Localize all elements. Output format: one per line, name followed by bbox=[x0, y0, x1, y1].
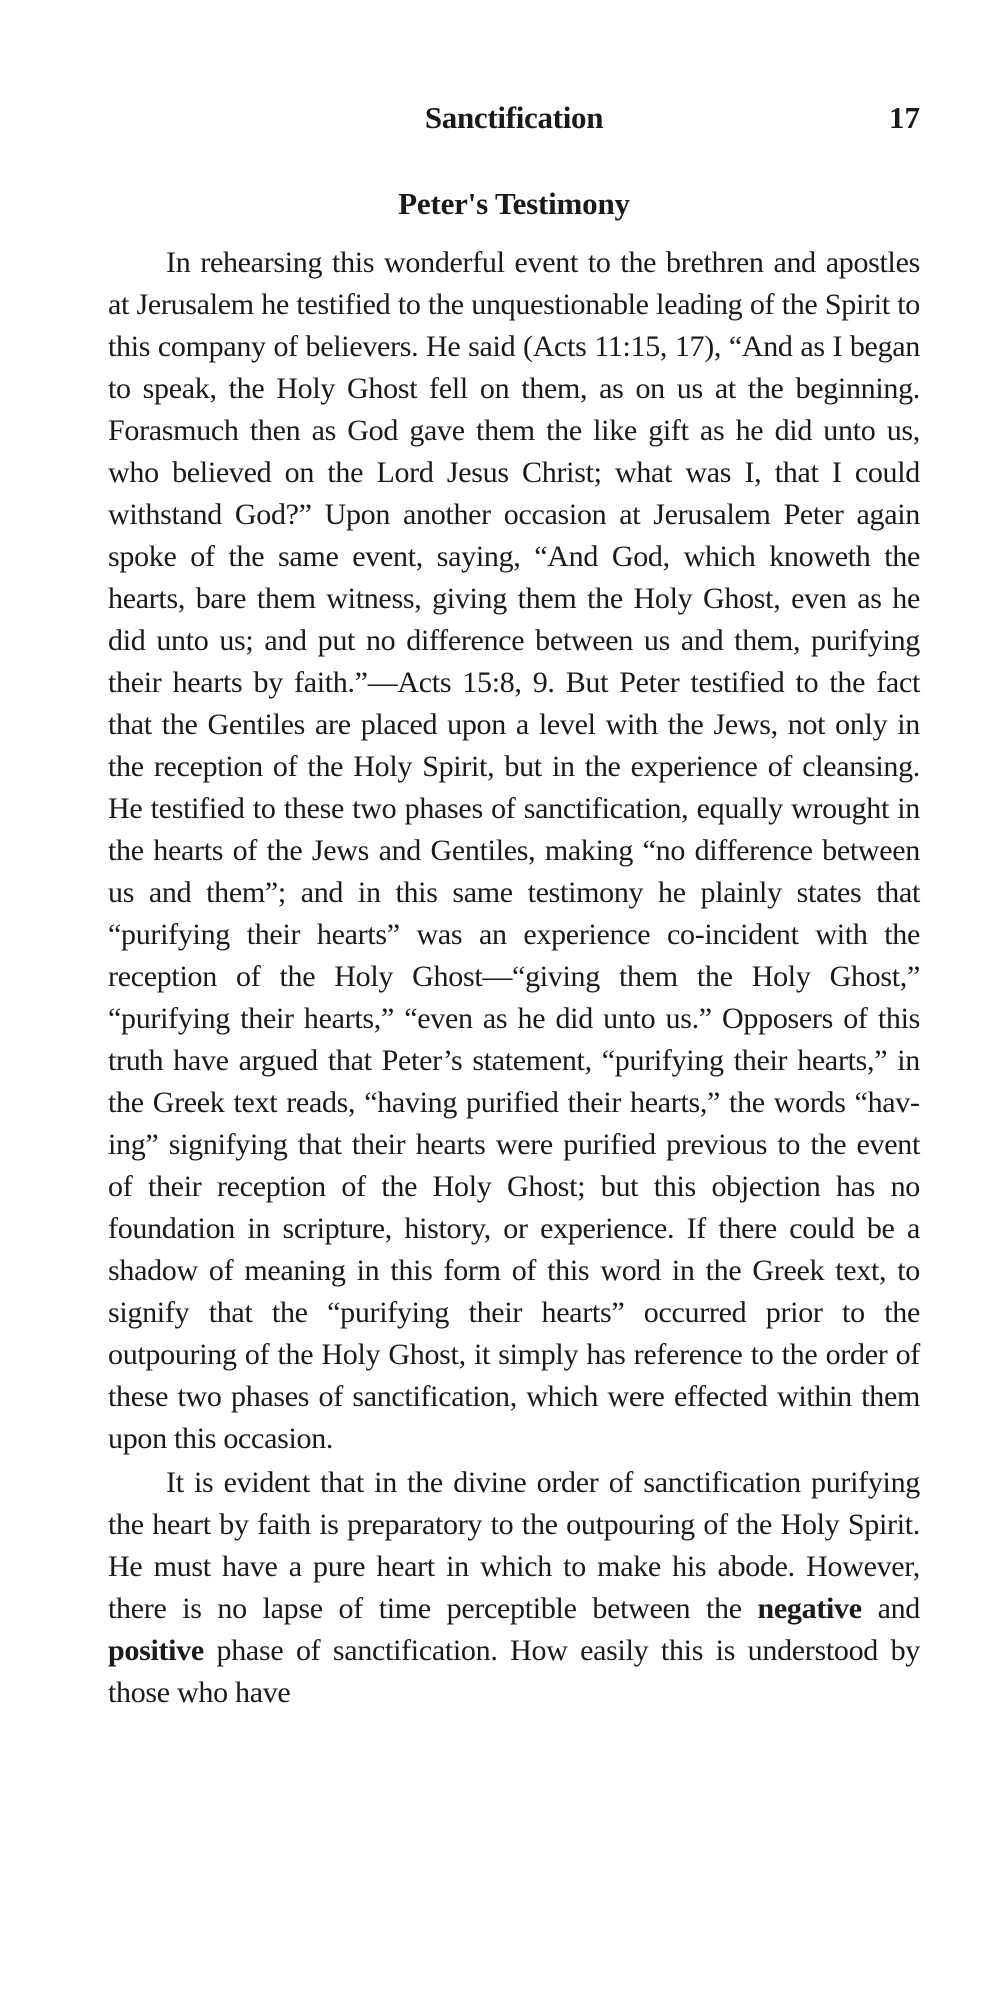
running-title: Sanctification bbox=[424, 100, 604, 135]
paragraph-2-text-1: It is evident that in the divine order of sanctification purifying the heart by faith is preparatory to the outpouring of the Holy Spirit. He must have a pure heart in which to make his abode. However, there is no lapse of time perceptible between the bbox=[108, 1466, 920, 1625]
book-page bbox=[108, 100, 920, 1714]
body-paragraph-2 bbox=[108, 1462, 920, 1714]
paragraph-2-text-2: and bbox=[861, 1592, 920, 1625]
running-head bbox=[108, 100, 920, 148]
body-paragraph-1: In rehearsing this wonderful event to the brethren and apostles at Jerusalem he testified to the unquestionable leading of the Spirit to this company of believers. He said (Acts 11:15, 17), “And as I began to speak, the Holy Ghost fell on them, as on us at the beginning. Forasmuch then as God gave them the like gift as he did unto us, who believed on the Lord Jesus Christ; what was I, that I could withstand God?” Upon another occasion at Jerusalem Peter again spoke of the same event, saying, “And God, which knoweth the hearts, bare them witness, giving them the Holy Ghost, even as he did unto us; and put no difference between us and them, purifying their hearts by faith.”—Acts 15:8, 9. But Peter testified to the fact that the Gentiles are placed upon a level with the Jews, not only in the reception of the Holy Spirit, but in the experience of cleansing. He testified to these two phases of sanctification, equally wrought in the hearts of the Jews and Gentiles, making “no difference between us and them”; and in this same testimony he plainly states that “purifying their hearts” was an experience co-incident with the reception of the Holy Ghost—“giving them the Holy Ghost,” “purifying their hearts,” “even as he did unto us.” Opposers of this truth have argued that Peter’s statement, “purifying their hearts,” in the Greek text reads, “having purified their hearts,” the words “having” signifying that their hearts were purified previous to the event of their reception of the Holy Ghost; but this objection has no foundation in scripture, history, or experience. If there could be a shadow of meaning in this form of this word in the Greek text, to signify that the “purifying their hearts” occurred prior to the outpouring of the Holy Ghost, it simply has reference to the order of these two phases of sanctification, which were effected within them upon this occasion. bbox=[108, 246, 920, 1455]
emphasis-negative: negative bbox=[757, 1592, 862, 1625]
section-heading: Peter's Testimony bbox=[398, 186, 630, 221]
emphasis-positive: positive bbox=[108, 1634, 204, 1667]
page-number: 17 bbox=[889, 100, 920, 135]
paragraph-2-text-3: phase of sanctification. How easily this is understood by those who have bbox=[108, 1634, 920, 1709]
